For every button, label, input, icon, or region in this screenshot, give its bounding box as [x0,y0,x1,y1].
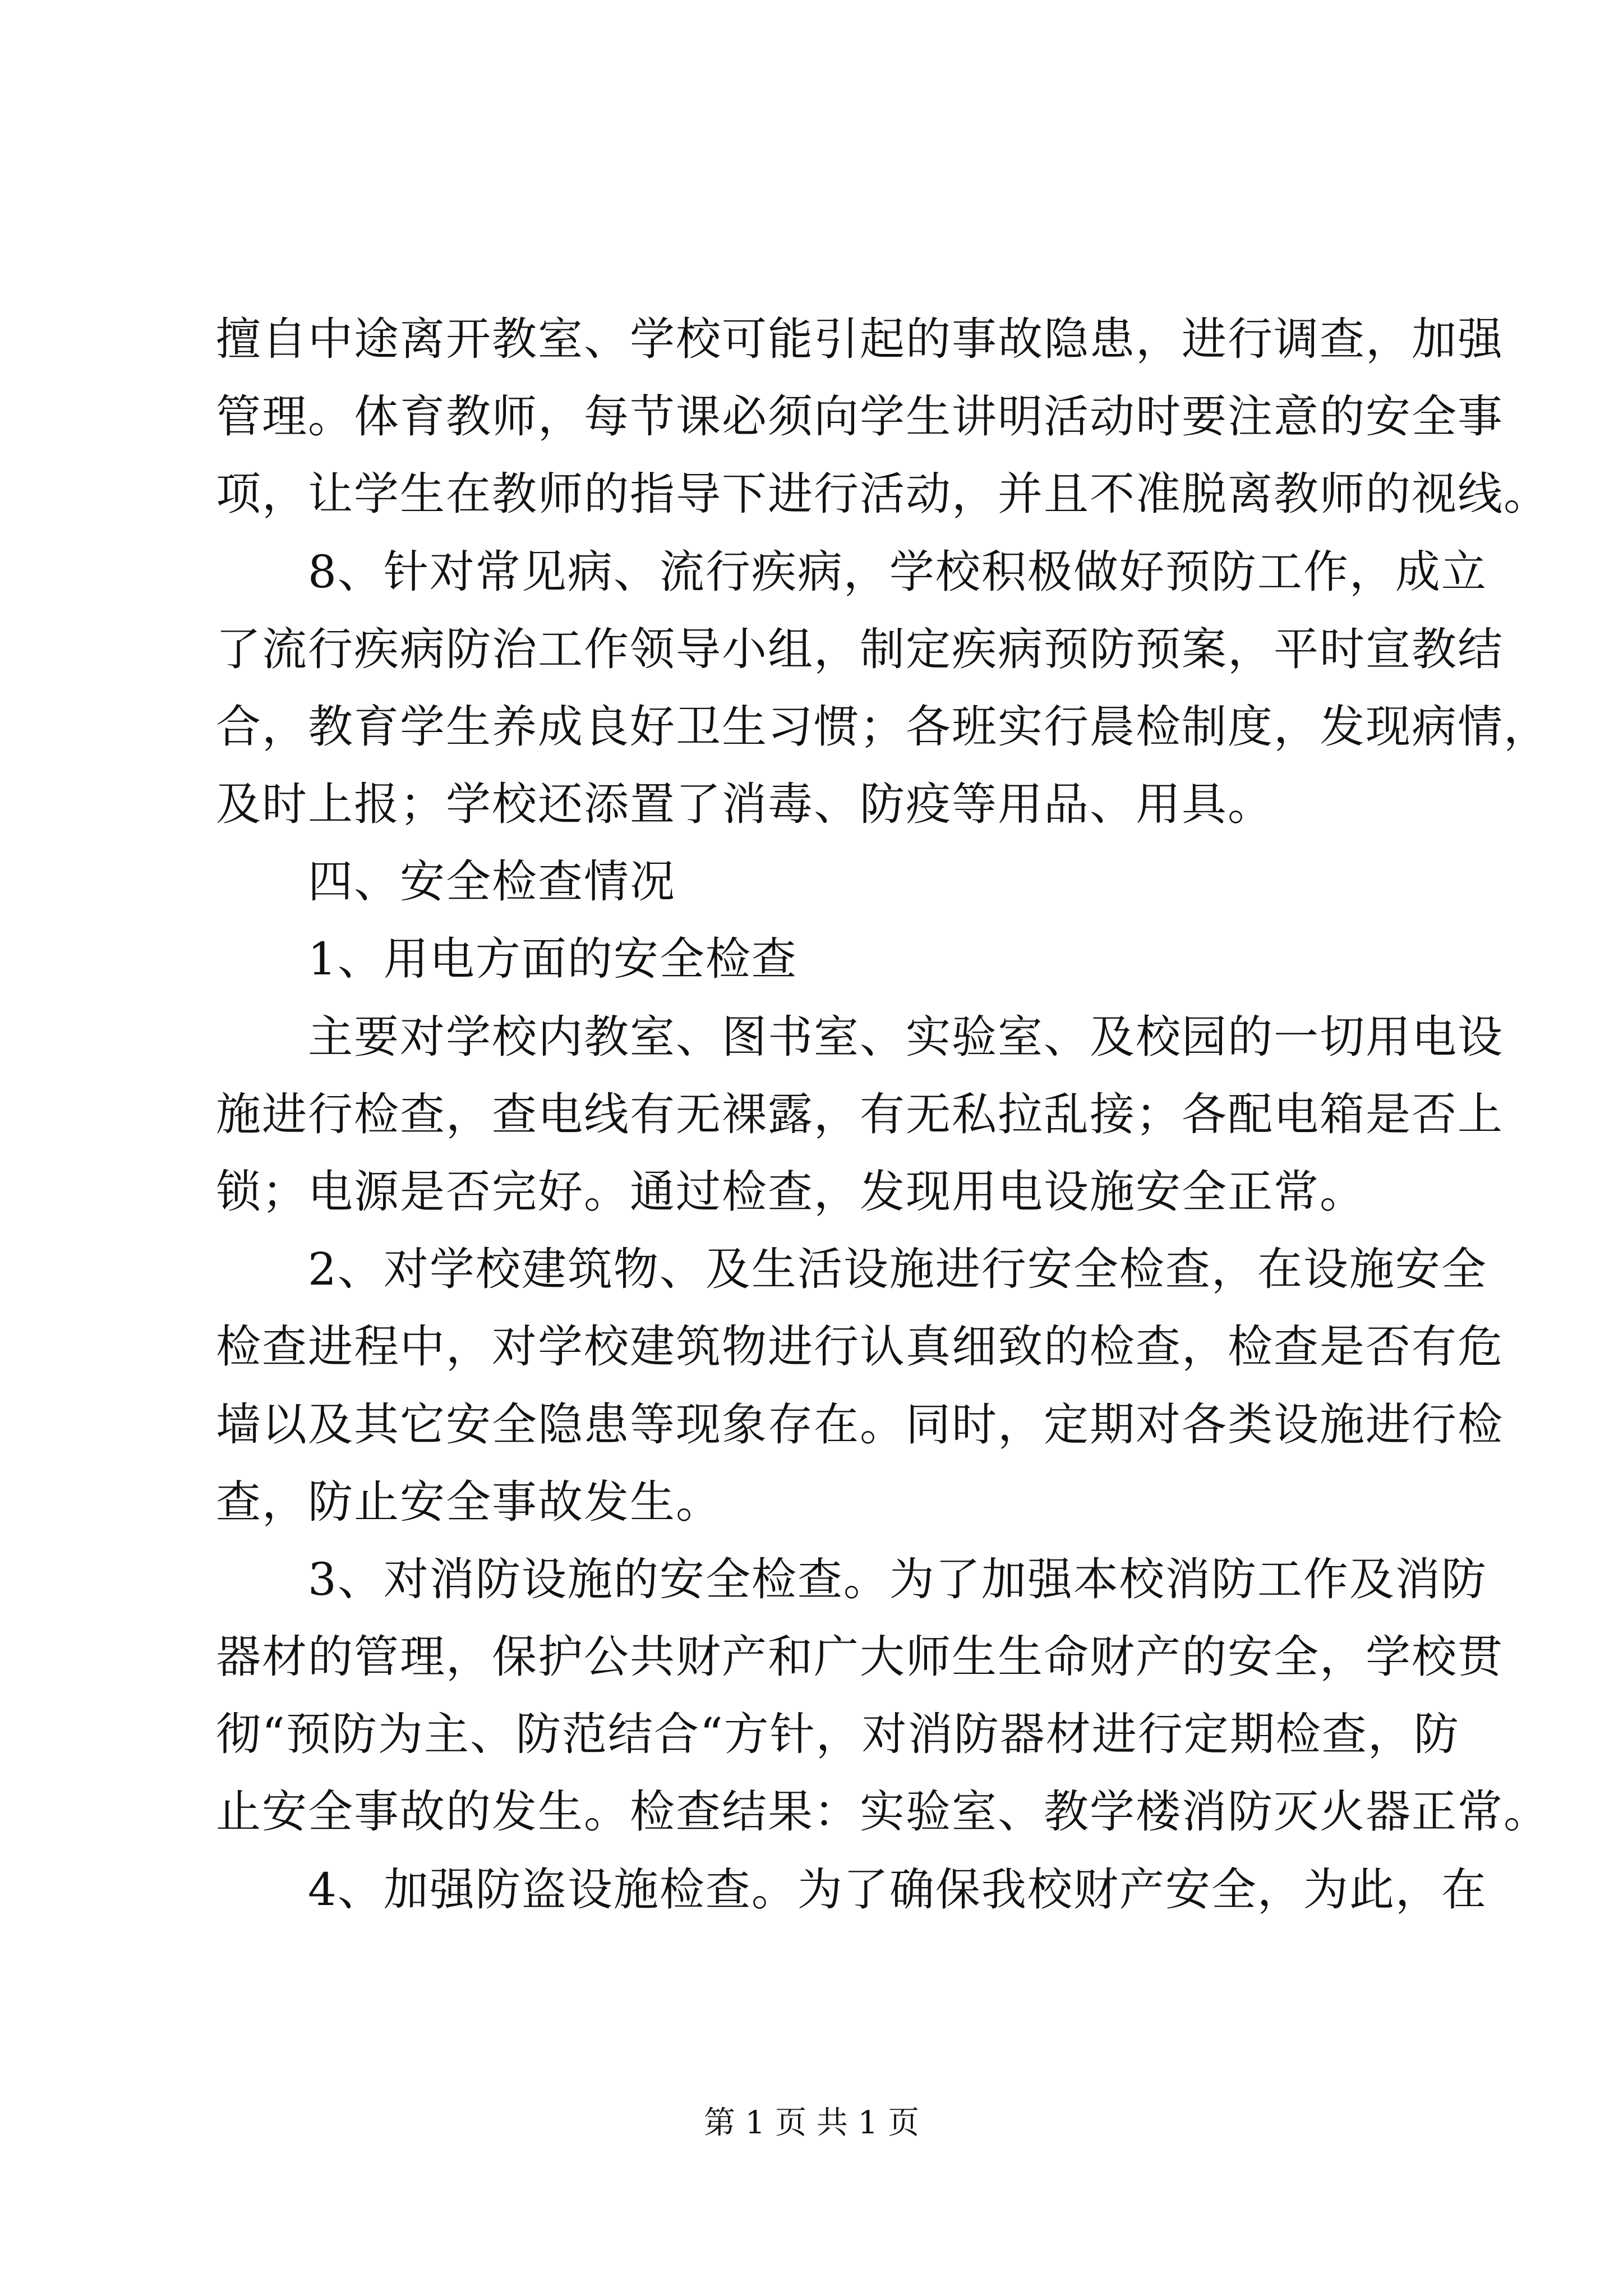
text-line-3: 项，让学生在教师的指导下进行活动，并且不准脱离教师的视线。 [216,468,1550,520]
text-line-11: 施进行检查，查电线有无裸露，有无私拉乱接；各配电箱是否上 [216,1088,1504,1140]
text-line-12: 锁；电源是否完好。通过检查，发现用电设施安全正常。 [216,1166,1366,1218]
text-line-2: 管理。体育教师，每节课必须向学生讲明活动时要注意的安全事 [216,390,1504,443]
text-line-15: 墙以及其它安全隐患等现象存在。同时，定期对各类设施进行检 [216,1398,1504,1451]
section-heading: 四、安全检查情况 [308,855,676,908]
text-line-13: 2、对学校建筑物、及生活设施进行安全检查，在设施安全 [308,1243,1487,1295]
text-line-6: 合，教育学生养成良好卫生习惯；各班实行晨检制度，发现病情， [216,701,1550,753]
text-line-20: 止安全事故的发生。检查结果：实验室、教学楼消防灭火器正常。 [216,1786,1550,1838]
text-line-18: 器材的管理，保护公共财产和广大师生生命财产的安全，学校贯 [216,1631,1504,1683]
subsection-heading: 1、用电方面的安全检查 [308,933,797,985]
text-line-17: 3、对消防设施的安全检查。为了加强本校消防工作及消防 [308,1553,1487,1605]
text-line-7: 及时上报；学校还添置了消毒、防疫等用品、用具。 [216,778,1274,830]
page-footer: 第 1 页 共 1 页 [703,2105,920,2141]
text-line-10: 主要对学校内教室、图书室、实验室、及校园的一切用电设 [308,1011,1504,1063]
text-line-16: 查，防止安全事故发生。 [216,1476,722,1528]
text-line-21: 4、加强防盗设施检查。为了确保我校财产安全，为此，在 [308,1864,1487,1916]
text-line-1: 擅自中途离开教室、学校可能引起的事故隐患，进行调查，加强 [216,313,1504,365]
text-line-4: 8、针对常见病、流行疾病，学校积极做好预防工作，成立 [308,546,1487,598]
text-line-19: 彻“预防为主、防范结合“方针，对消防器材进行定期检查，防 [216,1708,1460,1760]
text-line-14: 检查进程中，对学校建筑物进行认真细致的检查，检查是否有危 [216,1320,1504,1373]
text-line-5: 了流行疾病防治工作领导小组，制定疾病预防预案，平时宣教结 [216,623,1504,675]
